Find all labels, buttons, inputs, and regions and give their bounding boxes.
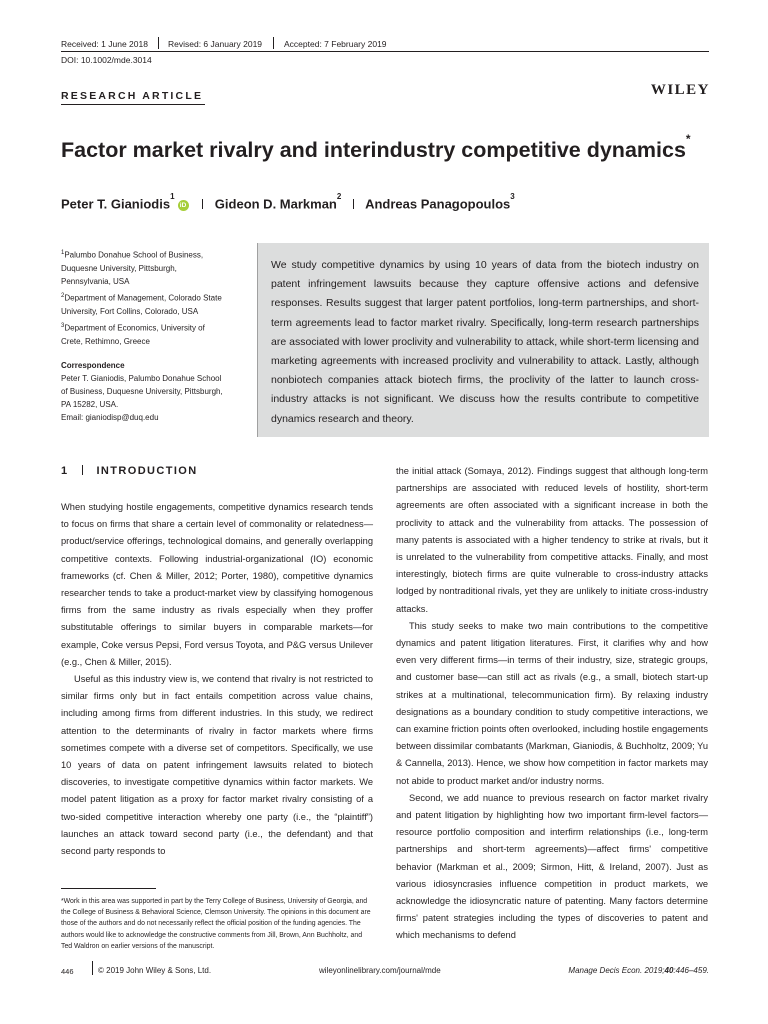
author-affil-num: 1 [170, 192, 175, 201]
body-paragraph: Second, we add nuance to previous research on factor market rivalry and patent litigation by highlighting how two important firm-level factors—resource portfolio composition and interfirm relationships (i.e., long-term partnerships and short-term agreements)—affect firms' competitive behavior (Markman et al., 2009; Sirmon, Hitt, & Ireland, 2007). Just as various idiosyncrasies influence competition in product markets, we acknowledge the idiosyncratic nature of patenting. Many factors determine firms' patent strategies including the types of discoveries to patent and which mechanisms to defend [396, 792, 708, 941]
author-list [61, 192, 515, 212]
affiliation-line: Pennsylvania, USA [61, 276, 130, 286]
orcid-icon[interactable]: iD [178, 200, 189, 211]
affiliation-line: Palumbo Donahue School of Business, [64, 250, 204, 260]
abstract-text: We study competitive dynamics by using 10 years of data from the biotech industry on patent infringement lawsuits because they capture offensive actions and defensive responses. Results suggest that larger patent portfolios, long-term partnerships, and short-term agreements lead to factor market rivalry. Specifically, long-term research partnerships are associated with lower proclivity and vulnerability to attack, while short-term licensing and marketing agreements with increased proclivity and vulnerability to attack. Lastly, although nonbiotech companies attack biotech firms, the proclivity of the latter to launch cross-industry attacks is not significant. We discuss how the results contribute to competitive dynamics research and theory. [271, 259, 699, 425]
author-name[interactable]: Andreas Panagopoulos [365, 196, 511, 212]
body-paragraph: When studying hostile engagements, competitive dynamics research tends to focus on firms that share a certain level of commonality or relatedness—product/service offerings, technological domains, and generally overlapping competitive contexts. Following industrial-organizational (IO) economic frameworks (cf. Chen & Miller, 2012; Porter, 1980), competitive dynamics researcher tends to take a product-market view by classifying homogenous firms from the same industry as rivals especially when they proffer substitutable offerings to similar buyers in comparable markets—for example, Coke versus Pepsi, Ford versus Toyota, and P&G versus Unilever (e.g., Chen & Miller, 2015). [61, 502, 373, 667]
affiliation-line: Duquesne University, Pittsburgh, [61, 263, 177, 273]
section-divider [82, 465, 83, 475]
citation [568, 966, 709, 975]
article-type-underline [61, 104, 205, 105]
body-column-left [61, 499, 373, 860]
affiliation [61, 320, 246, 348]
section-heading [61, 465, 198, 477]
journal-name: Manage Decis Econ. [568, 966, 643, 975]
body-paragraph: the initial attack (Somaya, 2012). Findings suggest that although long-term partnerships are associated with reduced levels of hostility, short-term agreements are often associated with a significant increase in both the proclivity to attack and the vulnerability from attacks. The possession of many patents is associated with a higher tendency to strike at rivals, but it is unrelated to the vulnerability from competitive attacks. Finally, and most interestingly, biotech firms are quite vulnerable to cross-industry attacks lodged by nontraditional rivals, yet they are unlikely to initiate cross-industry attacks. [396, 466, 708, 614]
affiliation-line: Department of Management, Colorado State [64, 293, 222, 303]
section-title: INTRODUCTION [96, 465, 198, 477]
article-type: RESEARCH ARTICLE [61, 90, 204, 102]
correspondence-email[interactable]: Email: gianiodisp@duq.edu [61, 413, 159, 422]
header-divider [158, 37, 159, 49]
journal-url[interactable]: wileyonlinelibrary.com/journal/mde [319, 966, 441, 975]
affiliation-number: 1 [61, 250, 65, 256]
copyright: © 2019 John Wiley & Sons, Ltd. [98, 966, 212, 975]
revised-date: Revised: 6 January 2019 [168, 39, 263, 49]
affiliation-line: Crete, Rethimno, Greece [61, 336, 150, 346]
citation-volume: 40 [664, 966, 674, 975]
correspondence-line: PA 15282, USA. [61, 400, 119, 409]
affiliation-line: Department of Economics, University of [64, 323, 205, 333]
author-affil-num: 3 [510, 192, 515, 201]
title-footnote-mark: * [685, 132, 691, 146]
article-title [61, 132, 691, 163]
affiliation-line: University, Fort Collins, Colorado, USA [61, 306, 199, 316]
received-date: Received: 1 June 2018 [61, 39, 148, 49]
footnote-rule [61, 888, 156, 889]
affiliation-number: 2 [61, 293, 65, 299]
author-name[interactable]: Peter T. Gianiodis [61, 196, 171, 212]
affiliation [61, 290, 246, 318]
author-name[interactable]: Gideon D. Markman [214, 196, 337, 212]
affiliation [61, 247, 246, 288]
author-divider [353, 199, 354, 209]
body-column-right [396, 463, 708, 945]
correspondence-line: Peter T. Gianiodis, Palumbo Donahue School [61, 374, 222, 383]
footnote: *Work in this area was supported in part by the Terry College of Business, University of Georgia, and the College of Business & Behavioral Science, Clemson University. The opinions in this document are those of the authors and do not necessarily reflect the official position of the funding agencies. The authors would like to acknowledge the constructive comments from Jill, Brown, Ann Buchholtz, and Ted Waldron on earlier versions of the manuscript. [61, 898, 371, 950]
body-paragraph: This study seeks to make two main contributions to the competitive dynamics and patent litigation literatures. First, it clarifies why and how even very different firms—in terms of their industry, size, strategic groups, and customer base—can still act as rivals (e.g., a small, biotech start-up strikes at a multinational, telecommunication firm). By relaxing industry designations as a boundary condition to study competitive interactions, we can examine friction points often overlooked, including hostile engagements between dissimilar combatants (Markman, Gianiodis, & Buchholtz, 2009; Yu & Cannella, 2013). Hence, we show how competition in factor markets may not abide to product market and/or industry norms. [396, 620, 708, 786]
footer-divider [92, 961, 93, 975]
author-divider [202, 199, 203, 209]
correspondence [61, 359, 246, 424]
correspondence-heading: Correspondence [61, 361, 125, 370]
body-paragraph: Useful as this industry view is, we contend that rivalry is not restricted to similar firms only but in fact entails competition across value chains, including among firms from different industries. In this study, we redirect attention to the determinants of rivalry in factor markets where firms sometimes compete with a diverse set of competitors. Specifically, we use 10 years of data on patent infringement lawsuits related to biotech discoveries, to investigate competitive dynamics within factor markets. We model patent litigation as a proxy for factor market rivalry consisting of a two-sided competitive interaction whereby one party (i.e., the “plaintiff”) launches an attack toward second party (i.e., the defendant) and that second party responds to [61, 674, 373, 857]
citation-year: 2019; [644, 966, 665, 975]
citation-pages: :446–459. [673, 966, 709, 975]
header-rule [61, 51, 709, 52]
publisher-logo: WILEY [650, 82, 710, 98]
abstract-box [257, 243, 709, 437]
doi[interactable]: DOI: 10.1002/mde.3014 [61, 55, 152, 65]
accepted-date: Accepted: 7 February 2019 [284, 39, 387, 49]
section-number: 1 [61, 465, 69, 477]
title-text: Factor market rivalry and interindustry competitive dynamics [61, 138, 686, 163]
header-divider [273, 37, 274, 49]
page-number: 446 [61, 967, 74, 976]
affiliation-number: 3 [61, 323, 65, 329]
author-affil-num: 2 [336, 192, 342, 201]
correspondence-line: of Business, Duquesne University, Pittsburgh, [61, 387, 223, 396]
